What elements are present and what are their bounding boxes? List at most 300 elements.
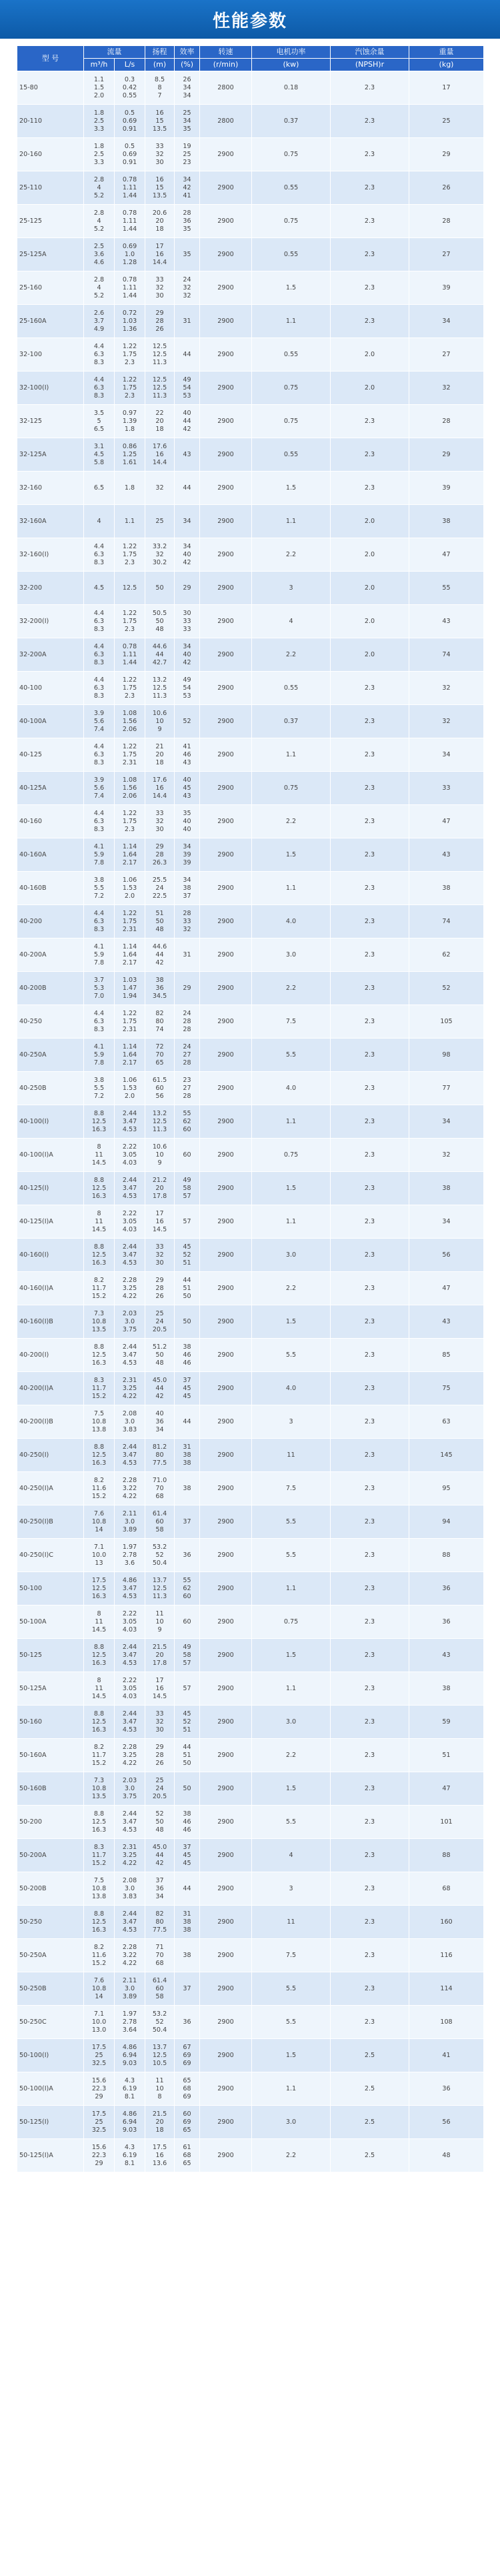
l-value: 1.75 bbox=[122, 684, 137, 692]
e-value: 60 bbox=[183, 1618, 191, 1626]
power-cell: 1.1 bbox=[252, 1205, 331, 1239]
q-value: 4 bbox=[97, 183, 101, 191]
l-value: 1.11 bbox=[122, 283, 137, 291]
q-value: 1.1 bbox=[93, 75, 105, 83]
e-value: 49 bbox=[183, 1176, 191, 1184]
head-cell bbox=[145, 1672, 175, 1706]
weight-cell: 39 bbox=[409, 472, 484, 505]
e-value: 34 bbox=[183, 542, 191, 550]
q-value: 11 bbox=[95, 1684, 103, 1692]
h-value: 42 bbox=[155, 958, 164, 967]
weight-cell: 101 bbox=[409, 1806, 484, 1839]
l-value: 2.44 bbox=[122, 1109, 137, 1117]
table-row bbox=[17, 1405, 484, 1439]
header-efficiency-unit: (%) bbox=[175, 59, 200, 71]
table-row bbox=[17, 105, 484, 138]
q-value: 6.3 bbox=[93, 350, 105, 358]
power-cell: 1.5 bbox=[252, 1772, 331, 1806]
h-value: 30 bbox=[155, 1259, 164, 1267]
q-value: 8.3 bbox=[93, 1025, 105, 1033]
model-cell: 40-250B bbox=[17, 1072, 84, 1105]
efficiency-cell bbox=[175, 638, 200, 672]
table-row bbox=[17, 1772, 484, 1806]
l-value: 3.47 bbox=[122, 1351, 137, 1359]
h-value: 51 bbox=[155, 909, 164, 917]
l-value: 1.22 bbox=[122, 342, 137, 350]
q-value: 15.2 bbox=[91, 1959, 107, 1967]
h-value: 11 bbox=[155, 1609, 164, 1618]
npsh-cell: 2.3 bbox=[331, 938, 409, 972]
power-cell: 5.5 bbox=[252, 1972, 331, 2006]
npsh-cell: 2.3 bbox=[331, 405, 409, 438]
weight-cell: 33 bbox=[409, 772, 484, 805]
header-npsh-unit: (NPSH)r bbox=[331, 59, 409, 71]
q-value: 4.4 bbox=[93, 609, 105, 617]
npsh-cell: 2.3 bbox=[331, 305, 409, 338]
table-row bbox=[17, 472, 484, 505]
head-cell bbox=[145, 972, 175, 1005]
q-value: 10.0 bbox=[91, 1551, 107, 1559]
weight-cell: 32 bbox=[409, 672, 484, 705]
npsh-cell: 2.3 bbox=[331, 905, 409, 938]
head-cell bbox=[145, 1039, 175, 1072]
header-flow-unit-ls: L/s bbox=[115, 59, 145, 71]
l-value: 1.06 bbox=[122, 876, 137, 884]
h-value: 42 bbox=[155, 1392, 164, 1400]
model-cell: 50-200 bbox=[17, 1806, 84, 1839]
h-value: 44 bbox=[155, 950, 164, 958]
table-row bbox=[17, 572, 484, 605]
power-cell: 0.18 bbox=[252, 71, 331, 105]
e-value: 32 bbox=[183, 291, 191, 299]
npsh-cell: 2.3 bbox=[331, 1039, 409, 1072]
npsh-cell: 2.5 bbox=[331, 2039, 409, 2072]
q-value: 7.6 bbox=[93, 1509, 105, 1517]
speed-cell: 2900 bbox=[200, 405, 252, 438]
q-value: 2.5 bbox=[93, 117, 105, 125]
h-value: 32 bbox=[155, 1718, 164, 1726]
head-cell bbox=[145, 738, 175, 772]
h-value: 58 bbox=[155, 1992, 164, 2000]
flow-m3h-cell bbox=[84, 572, 115, 605]
h-value: 25 bbox=[155, 1309, 164, 1317]
q-value: 5 bbox=[97, 417, 101, 425]
l-value: 3.0 bbox=[124, 1417, 135, 1425]
q-value: 13.8 bbox=[91, 1892, 107, 1900]
flow-ls-cell bbox=[115, 1672, 145, 1706]
power-cell: 2.2 bbox=[252, 1272, 331, 1305]
flow-ls-cell bbox=[115, 1105, 145, 1139]
h-value: 17.5 bbox=[152, 2143, 167, 2151]
h-value: 42 bbox=[155, 1859, 164, 1867]
speed-cell: 2900 bbox=[200, 438, 252, 472]
flow-m3h-cell bbox=[84, 1105, 115, 1139]
l-value: 2.44 bbox=[122, 1643, 137, 1651]
l-value: 1.14 bbox=[122, 1043, 137, 1051]
l-value: 4.53 bbox=[122, 1726, 137, 1734]
weight-cell: 38 bbox=[409, 505, 484, 538]
l-value: 4.53 bbox=[122, 1926, 137, 1934]
e-value: 38 bbox=[183, 1918, 191, 1926]
l-value: 0.5 bbox=[124, 142, 135, 150]
weight-cell: 77 bbox=[409, 1072, 484, 1105]
h-value: 11.3 bbox=[152, 1125, 167, 1133]
npsh-cell: 2.3 bbox=[331, 138, 409, 171]
npsh-cell: 2.3 bbox=[331, 1439, 409, 1472]
e-value: 41 bbox=[183, 191, 191, 199]
efficiency-cell bbox=[175, 1572, 200, 1605]
table-row bbox=[17, 2106, 484, 2139]
efficiency-cell bbox=[175, 1672, 200, 1706]
l-value: 1.22 bbox=[122, 809, 137, 817]
head-cell bbox=[145, 2039, 175, 2072]
head-cell bbox=[145, 838, 175, 872]
model-cell: 50-160 bbox=[17, 1706, 84, 1739]
flow-m3h-cell bbox=[84, 1572, 115, 1605]
q-value: 12.5 bbox=[91, 1718, 107, 1726]
h-value: 18 bbox=[155, 425, 164, 433]
head-cell bbox=[145, 405, 175, 438]
flow-ls-cell bbox=[115, 1039, 145, 1072]
head-cell bbox=[145, 1439, 175, 1472]
h-value: 80 bbox=[155, 1017, 164, 1025]
l-value: 4.03 bbox=[122, 1159, 137, 1167]
l-value: 1.75 bbox=[122, 617, 137, 625]
power-cell: 4.0 bbox=[252, 1072, 331, 1105]
e-value: 35 bbox=[183, 250, 191, 258]
power-cell: 1.5 bbox=[252, 271, 331, 305]
model-cell: 40-160A bbox=[17, 838, 84, 872]
q-value: 7.5 bbox=[93, 1876, 105, 1884]
h-value: 9 bbox=[157, 725, 162, 733]
h-value: 33 bbox=[155, 142, 164, 150]
head-cell bbox=[145, 1639, 175, 1672]
flow-m3h-cell bbox=[84, 1706, 115, 1739]
q-value: 25 bbox=[95, 2118, 103, 2126]
weight-cell: 63 bbox=[409, 1405, 484, 1439]
l-value: 2.06 bbox=[122, 725, 137, 733]
h-value: 16 bbox=[155, 450, 164, 458]
h-value: 58 bbox=[155, 1525, 164, 1533]
h-value: 7 bbox=[157, 91, 162, 99]
efficiency-cell bbox=[175, 938, 200, 972]
speed-cell: 2900 bbox=[200, 138, 252, 171]
flow-m3h-cell bbox=[84, 638, 115, 672]
h-value: 16 bbox=[155, 2151, 164, 2159]
e-value: 33 bbox=[183, 617, 191, 625]
head-cell bbox=[145, 605, 175, 638]
h-value: 28 bbox=[155, 850, 164, 858]
speed-cell: 2900 bbox=[200, 1305, 252, 1339]
head-cell bbox=[145, 71, 175, 105]
power-cell: 1.1 bbox=[252, 2072, 331, 2106]
l-value: 1.61 bbox=[122, 458, 137, 466]
q-value: 6.3 bbox=[93, 650, 105, 658]
l-value: 4.53 bbox=[122, 1459, 137, 1467]
model-cell: 20-160 bbox=[17, 138, 84, 171]
head-cell bbox=[145, 905, 175, 938]
q-value: 3.1 bbox=[93, 442, 105, 450]
weight-cell: 26 bbox=[409, 171, 484, 205]
flow-ls-cell bbox=[115, 1939, 145, 1972]
h-value: 26.3 bbox=[152, 858, 167, 866]
weight-cell: 47 bbox=[409, 805, 484, 838]
q-value: 17.5 bbox=[91, 1576, 107, 1584]
model-cell: 50-100(I) bbox=[17, 2039, 84, 2072]
l-value: 3.05 bbox=[122, 1618, 137, 1626]
l-value: 1.06 bbox=[122, 1076, 137, 1084]
weight-cell: 62 bbox=[409, 938, 484, 972]
table-row bbox=[17, 1239, 484, 1272]
efficiency-cell bbox=[175, 572, 200, 605]
power-cell: 3.0 bbox=[252, 1239, 331, 1272]
h-value: 34 bbox=[155, 1425, 164, 1433]
h-value: 29 bbox=[155, 1743, 164, 1751]
flow-m3h-cell bbox=[84, 71, 115, 105]
npsh-cell: 2.3 bbox=[331, 472, 409, 505]
q-value: 3.5 bbox=[93, 409, 105, 417]
q-value: 4.4 bbox=[93, 742, 105, 750]
efficiency-cell bbox=[175, 2039, 200, 2072]
flow-m3h-cell bbox=[84, 738, 115, 772]
h-value: 25 bbox=[155, 1776, 164, 1784]
power-cell: 1.5 bbox=[252, 1172, 331, 1205]
l-value: 2.08 bbox=[122, 1876, 137, 1884]
h-value: 13.5 bbox=[152, 125, 167, 133]
weight-cell: 43 bbox=[409, 1639, 484, 1672]
l-value: 2.17 bbox=[122, 958, 137, 967]
efficiency-cell bbox=[175, 271, 200, 305]
efficiency-cell bbox=[175, 605, 200, 638]
head-cell bbox=[145, 105, 175, 138]
header-weight: 重量 bbox=[409, 46, 484, 59]
model-cell: 40-200A bbox=[17, 938, 84, 972]
power-cell: 0.75 bbox=[252, 138, 331, 171]
h-value: 50.5 bbox=[152, 609, 167, 617]
flow-m3h-cell bbox=[84, 1372, 115, 1405]
model-cell: 32-160A bbox=[17, 505, 84, 538]
q-value: 14.5 bbox=[91, 1626, 107, 1634]
h-value: 29 bbox=[155, 842, 164, 850]
q-value: 8.8 bbox=[93, 1109, 105, 1117]
head-cell bbox=[145, 1239, 175, 1272]
l-value: 4.53 bbox=[122, 1259, 137, 1267]
power-cell: 2.2 bbox=[252, 805, 331, 838]
h-value: 16 bbox=[155, 175, 164, 183]
table-body bbox=[17, 71, 484, 2172]
flow-m3h-cell bbox=[84, 1639, 115, 1672]
table-row bbox=[17, 1572, 484, 1605]
q-value: 6.5 bbox=[93, 425, 105, 433]
h-value: 50 bbox=[155, 1351, 164, 1359]
h-value: 72 bbox=[155, 1043, 164, 1051]
flow-ls-cell bbox=[115, 772, 145, 805]
q-value: 8.3 bbox=[93, 925, 105, 933]
h-value: 14.4 bbox=[152, 458, 167, 466]
speed-cell: 2900 bbox=[200, 605, 252, 638]
flow-ls-cell bbox=[115, 71, 145, 105]
e-value: 43 bbox=[183, 792, 191, 800]
head-cell bbox=[145, 1906, 175, 1939]
q-value: 15.6 bbox=[91, 2076, 107, 2084]
l-value: 4.22 bbox=[122, 1392, 137, 1400]
e-value: 51 bbox=[183, 1726, 191, 1734]
h-value: 20 bbox=[155, 1184, 164, 1192]
speed-cell: 2900 bbox=[200, 1906, 252, 1939]
speed-cell: 2900 bbox=[200, 1539, 252, 1572]
l-value: 1.03 bbox=[122, 317, 137, 325]
q-value: 5.9 bbox=[93, 950, 105, 958]
e-value: 50 bbox=[183, 1292, 191, 1300]
efficiency-cell bbox=[175, 2006, 200, 2039]
speed-cell: 2900 bbox=[200, 1806, 252, 1839]
e-value: 34 bbox=[183, 517, 191, 525]
l-value: 3.47 bbox=[122, 1584, 137, 1592]
e-value: 40 bbox=[183, 817, 191, 825]
header-power-unit: (kw) bbox=[252, 59, 331, 71]
h-value: 68 bbox=[155, 1492, 164, 1500]
speed-cell: 2900 bbox=[200, 1205, 252, 1239]
e-value: 25 bbox=[183, 150, 191, 158]
flow-ls-cell bbox=[115, 472, 145, 505]
model-cell: 50-200A bbox=[17, 1839, 84, 1872]
model-cell: 50-250B bbox=[17, 1972, 84, 2006]
flow-m3h-cell bbox=[84, 838, 115, 872]
e-value: 68 bbox=[183, 2151, 191, 2159]
h-value: 29 bbox=[155, 309, 164, 317]
speed-cell: 2900 bbox=[200, 772, 252, 805]
power-cell: 0.75 bbox=[252, 205, 331, 238]
head-cell bbox=[145, 2106, 175, 2139]
weight-cell: 41 bbox=[409, 2039, 484, 2072]
l-value: 1.64 bbox=[122, 850, 137, 858]
h-value: 33 bbox=[155, 809, 164, 817]
power-cell: 0.75 bbox=[252, 372, 331, 405]
table-row bbox=[17, 271, 484, 305]
h-value: 13.7 bbox=[152, 2043, 167, 2051]
model-cell: 40-200B bbox=[17, 972, 84, 1005]
e-value: 37 bbox=[183, 1376, 191, 1384]
model-cell: 32-200 bbox=[17, 572, 84, 605]
l-value: 1.94 bbox=[122, 992, 137, 1000]
e-value: 44 bbox=[183, 1743, 191, 1751]
power-cell: 5.5 bbox=[252, 1806, 331, 1839]
q-value: 10.8 bbox=[91, 1517, 107, 1525]
weight-cell: 105 bbox=[409, 1005, 484, 1039]
e-value: 34 bbox=[183, 642, 191, 650]
h-value: 25 bbox=[155, 517, 164, 525]
l-value: 0.78 bbox=[122, 275, 137, 283]
speed-cell: 2900 bbox=[200, 2072, 252, 2106]
e-value: 33 bbox=[183, 917, 191, 925]
table-row bbox=[17, 1539, 484, 1572]
model-cell: 40-160(I)B bbox=[17, 1305, 84, 1339]
efficiency-cell bbox=[175, 1405, 200, 1439]
head-cell bbox=[145, 1972, 175, 2006]
l-value: 1.22 bbox=[122, 1009, 137, 1017]
table-row bbox=[17, 1205, 484, 1239]
speed-cell: 2900 bbox=[200, 372, 252, 405]
q-value: 7.3 bbox=[93, 1309, 105, 1317]
q-value: 15.2 bbox=[91, 1392, 107, 1400]
l-value: 4.86 bbox=[122, 2043, 137, 2051]
l-value: 2.44 bbox=[122, 1243, 137, 1251]
speed-cell: 2900 bbox=[200, 1939, 252, 1972]
q-value: 6.3 bbox=[93, 384, 105, 392]
e-value: 37 bbox=[183, 892, 191, 900]
flow-ls-cell bbox=[115, 505, 145, 538]
e-value: 44 bbox=[183, 1417, 191, 1425]
npsh-cell: 2.3 bbox=[331, 1772, 409, 1806]
e-value: 44 bbox=[183, 1884, 191, 1892]
l-value: 12.5 bbox=[122, 584, 137, 592]
npsh-cell: 2.3 bbox=[331, 1372, 409, 1405]
speed-cell: 2900 bbox=[200, 1839, 252, 1872]
h-value: 68 bbox=[155, 1959, 164, 1967]
npsh-cell: 2.0 bbox=[331, 572, 409, 605]
efficiency-cell bbox=[175, 1439, 200, 1472]
h-value: 50 bbox=[155, 617, 164, 625]
speed-cell: 2900 bbox=[200, 238, 252, 271]
e-value: 38 bbox=[183, 884, 191, 892]
flow-ls-cell bbox=[115, 1405, 145, 1439]
flow-ls-cell bbox=[115, 1505, 145, 1539]
q-value: 4.1 bbox=[93, 942, 105, 950]
flow-m3h-cell bbox=[84, 1772, 115, 1806]
q-value: 16.3 bbox=[91, 1826, 107, 1834]
table-row bbox=[17, 1706, 484, 1739]
npsh-cell: 2.3 bbox=[331, 1972, 409, 2006]
l-value: 0.86 bbox=[122, 442, 137, 450]
head-cell bbox=[145, 338, 175, 372]
table-row bbox=[17, 838, 484, 872]
q-value: 4.4 bbox=[93, 542, 105, 550]
q-value: 3.3 bbox=[93, 158, 105, 166]
l-value: 3.0 bbox=[124, 1784, 135, 1792]
l-value: 3.25 bbox=[122, 1284, 137, 1292]
table-row bbox=[17, 638, 484, 672]
table-row bbox=[17, 1806, 484, 1839]
flow-m3h-cell bbox=[84, 271, 115, 305]
h-value: 20 bbox=[155, 750, 164, 758]
q-value: 15.2 bbox=[91, 1759, 107, 1767]
q-value: 10.8 bbox=[91, 1417, 107, 1425]
h-value: 30 bbox=[155, 825, 164, 833]
power-cell: 5.5 bbox=[252, 1539, 331, 1572]
flow-m3h-cell bbox=[84, 1972, 115, 2006]
flow-ls-cell bbox=[115, 305, 145, 338]
speed-cell: 2900 bbox=[200, 1372, 252, 1405]
l-value: 1.11 bbox=[122, 217, 137, 225]
e-value: 45 bbox=[183, 1851, 191, 1859]
weight-cell: 47 bbox=[409, 1772, 484, 1806]
e-value: 69 bbox=[183, 2059, 191, 2067]
l-value: 3.89 bbox=[122, 1992, 137, 2000]
npsh-cell: 2.3 bbox=[331, 1806, 409, 1839]
table-row bbox=[17, 1072, 484, 1105]
speed-cell: 2900 bbox=[200, 1706, 252, 1739]
e-value: 51 bbox=[183, 1259, 191, 1267]
e-value: 36 bbox=[183, 2018, 191, 2026]
l-value: 0.69 bbox=[122, 150, 137, 158]
speed-cell: 2900 bbox=[200, 1139, 252, 1172]
efficiency-cell bbox=[175, 1005, 200, 1039]
npsh-cell: 2.3 bbox=[331, 1872, 409, 1906]
weight-cell: 145 bbox=[409, 1439, 484, 1472]
l-value: 2.31 bbox=[122, 758, 137, 766]
h-value: 48 bbox=[155, 625, 164, 633]
speed-cell: 2900 bbox=[200, 1272, 252, 1305]
